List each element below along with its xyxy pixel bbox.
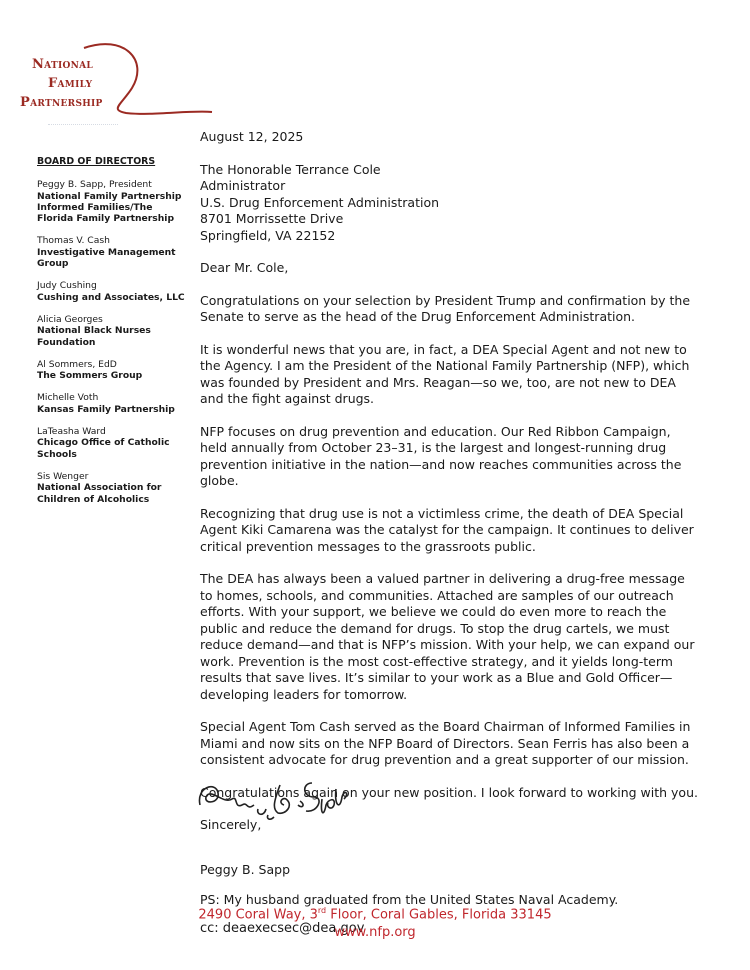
footer-address-part: Floor, Coral Gables, Florida 33145: [326, 907, 552, 923]
director-organization: Investigative Management Group: [37, 246, 176, 270]
logo-word-family: Family: [48, 76, 93, 91]
board-heading: BOARD OF DIRECTORS: [37, 156, 156, 167]
cc-line: cc: deaexecsec@dea.gov: [200, 920, 365, 936]
body-paragraph: It is wonderful news that you are, in fact, a DEA Special Agent and not new to the Agency. I am the President of the National Family Partnership (NFP), which was founded by President and Mrs. Reagan—so we, too, are not new to DEA and the fight against drugs.: [200, 341, 690, 406]
director-name: Thomas V. Cash: [37, 235, 110, 247]
body-paragraph: Congratulations again on your new position. I look forward to working with you.: [200, 784, 698, 800]
director-organization: Cushing and Associates, LLC: [37, 291, 185, 303]
director-entry: [37, 235, 185, 269]
director-organization: Kansas Family Partnership: [37, 403, 175, 415]
body-paragraph: The DEA has always been a valued partner in delivering a drug-free message to homes, schools, and communities. Attached are samples of our outreach efforts. With your support, we believe we could do even more to reach the public and reduce the demand for drugs. To stop the drug cartels, we must reduce demand—and that is NFP’s mission. With your help, we can expand our work. Prevention is the most cost-effective strategy, and it yields long-term results that save lives. It’s similar to your work as a Blue and Gold Officer—developing leaders for tomorrow.: [200, 571, 695, 702]
director-entry: [37, 280, 185, 303]
recipient-line: Springfield, VA 22152: [200, 227, 336, 243]
recipient-line: Administrator: [200, 178, 286, 193]
footer-website-link[interactable]: www.nfp.org: [334, 925, 416, 940]
director-name: Judy Cushing: [37, 280, 97, 292]
director-organization: National Association for Children of Alcoholics: [37, 482, 162, 505]
director-entry: [37, 426, 185, 460]
footer-address: [0, 906, 750, 922]
logo-word-partnership: Partnership: [20, 95, 103, 110]
organization-logo: [14, 40, 214, 140]
director-organization: Chicago Office of Catholic Schools: [37, 437, 170, 460]
postscript: PS: My husband graduated from the United States Naval Academy.: [200, 892, 619, 907]
director-organization: The Sommers Group: [37, 370, 143, 382]
body-paragraph: NFP focuses on drug prevention and education. Our Red Ribbon Campaign, held annually from October 23–31, is the largest and longest-running drug prevention initiative in the nation—and now reaches communities across the globe.: [200, 423, 682, 488]
director-name: LaTeasha Ward: [37, 426, 106, 438]
director-entry: [37, 392, 185, 415]
logo-word-national: National: [32, 57, 94, 72]
recipient-address: [200, 162, 700, 245]
director-entry: [37, 314, 185, 348]
signer-name: Peggy B. Sapp: [200, 861, 291, 877]
director-entry: [37, 359, 185, 382]
body-paragraph: Congratulations on your selection by President Trump and confirmation by the Senate to serve as the head of the Drug Enforcement Administration.: [200, 292, 691, 324]
director-name: Al Sommers, EdD: [37, 358, 117, 370]
logo-swoosh-icon: [14, 40, 224, 130]
recipient-line: The Honorable Terrance Cole: [200, 161, 381, 177]
letter-body: [200, 129, 700, 953]
director-organization: National Black Nurses Foundation: [37, 325, 151, 348]
letter-date: August 12, 2025: [200, 129, 304, 144]
director-name: Alicia Georges: [37, 313, 103, 325]
body-paragraph: Recognizing that drug use is not a victimless crime, the death of DEA Special Agent Kiki Camarena was the catalyst for the campaign. It continues to deliver critical prevention messages to the grassroots public.: [200, 505, 694, 554]
footer-address-part: 2490 Coral Way, 3: [198, 907, 318, 923]
director-name: Sis Wenger: [37, 470, 89, 482]
body-paragraph: Special Agent Tom Cash served as the Board Chairman of Informed Families in Miami and now sits on the NFP Board of Directors. Sean Ferris has also been a consistent advocate for drug prevention and a great supporter of our mission.: [200, 719, 691, 767]
recipient-line: 8701 Morrissette Drive: [200, 211, 344, 226]
director-name: Peggy B. Sapp, President: [37, 179, 152, 191]
logo-divider: [48, 124, 118, 135]
handwritten-signature: [194, 775, 354, 829]
footer-address-superscript: rd: [317, 906, 327, 915]
salutation: Dear Mr. Cole,: [200, 260, 289, 275]
recipient-line: U.S. Drug Enforcement Administration: [200, 194, 440, 210]
director-organization: National Family Partnership Informed Families/The Florida Family Partnership: [37, 190, 182, 225]
closing: Sincerely,: [200, 817, 262, 832]
director-entry: [37, 471, 185, 505]
board-of-directors-sidebar: [37, 156, 185, 516]
director-list: [37, 179, 185, 505]
director-entry: [37, 179, 185, 224]
director-name: Michelle Voth: [37, 392, 99, 404]
